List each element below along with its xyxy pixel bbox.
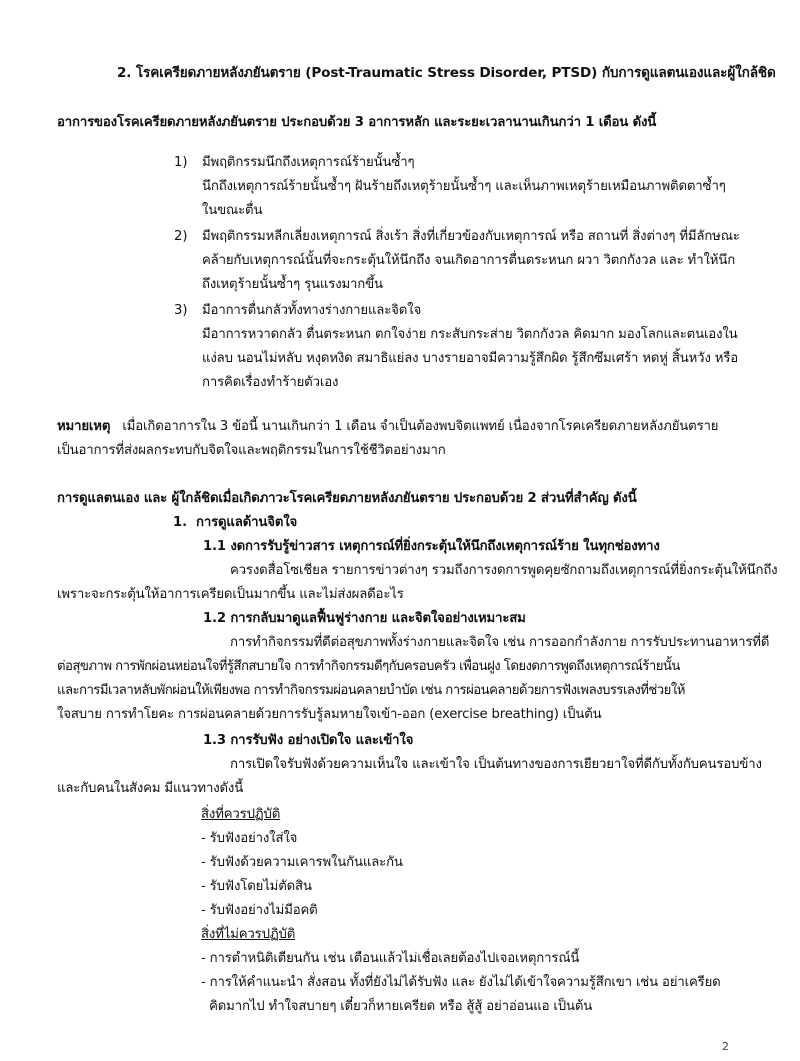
care-section-number: 1. [173,515,188,530]
note-label: หมายเหตุ [57,419,111,434]
page-number: 2 [722,1040,729,1053]
subsection-text: การเปิดใจรับฟังด้วยความเห็นใจ และเข้าใจ เป็นต้นทางของการเยียวยาใจที่ดีกับทั้งกับคนรอบข้าง [230,757,762,772]
symptom-text: ถึงเหตุร้ายนั้นซ้ำๆ รุนแรงมากขึ้น [202,277,383,292]
dos-item: - รับฟังโดยไม่ตัดสิน [201,879,312,894]
symptom-text: นึกถึงเหตุการณ์ร้ายนั้นซ้ำๆ ฝันร้ายถึงเหตุร้ายนั้นซ้ำๆ และเห็นภาพเหตุร้ายเหมือนภาพติดตาซ้ำๆ [202,179,726,194]
symptom-heading: มีพฤติกรรมนึกถึงเหตุการณ์ร้ายนั้นซ้ำๆ [202,155,415,170]
care-section-heading: การดูแลด้านจิตใจ [196,515,298,530]
symptoms-heading: อาการของโรคเครียดภายหลังภยันตราย ประกอบด้วย 3 อาการหลัก และระยะเวลานานเกินกว่า 1 เดือน ดังนี้ [57,115,657,130]
dos-item: - รับฟังอย่างไม่มีอคติ [201,903,318,918]
subsection-text: ใจสบาย การทำโยคะ การผ่อนคลายด้วยการรับรู้ลมหายใจเข้า-ออก (exercise breathing) เป็นต้น [57,707,602,722]
note-line [57,418,718,436]
symptom-text: คล้ายกับเหตุการณ์นั้นที่จะกระตุ้นให้นึกถึง จนเกิดอาการตื่นตระหนก ผวา วิตกกังวล และ ทำให้นึก [202,253,736,268]
symptom-text: มีอาการหวาดกลัว ตื่นตระหนก ตกใจง่าย กระสับกระส่าย วิตกกังวล คิดมาก มองโลกและตนเองใน [202,327,738,342]
subsection-text: และการมีเวลาหลับพักผ่อนให้เพียงพอ การทำกิจกรรมผ่อนคลายบำบัด เช่น การผ่อนคลายด้วยการฟังเพลงบรรเลงที่ช่วยให้ [57,683,685,698]
subsection-heading: 1.1 งดการรับรู้ข่าวสาร เหตุการณ์ที่ยิ่งกระตุ้นให้นึกถึงเหตุการณ์ร้าย ในทุกช่องทาง [203,539,660,554]
donts-item: คิดมากไป ทำใจสบายๆ เดี๋ยวก็หายเครียด หรือ สู้สู้ อย่าอ่อนแอ เป็นต้น [201,999,593,1014]
subsection-text: ควรงดสื่อโซเชียล รายการข่าวต่างๆ รวมถึงการงดการพูดคุยซักถามถึงเหตุการณ์ที่ยิ่งกระตุ้นให้นึกถึง [230,563,778,578]
donts-item: - การให้คำแนะนำ สั่งสอน ทั้งที่ยังไม่ได้รับฟัง และ ยังไม่ได้เข้าใจความรู้สึกเขา เช่น อย่าเครียด [201,975,721,990]
dos-item: - รับฟังอย่างใส่ใจ [201,831,298,846]
symptom-text: แง่ลบ นอนไม่หลับ หงุดหงิด สมาธิแย่ลง บางรายอาจมีความรู้สึกผิด รู้สึกซึมเศร้า หดหู่ สิ้นหวัง หรือ [202,351,739,366]
subsection-text: ต่อสุขภาพ การพักผ่อนหย่อนใจที่รู้สึกสบายใจ การทำกิจกรรมดีๆกับครอบครัว เพื่อนฝูง โดยงดการพูดถึงเหตุการณ์ร้ายนั้น [57,659,680,674]
symptom-number: 2) [174,229,188,244]
note-text-continued: เป็นอาการที่ส่งผลกระทบกับจิตใจและพฤติกรรมในการใช้ชีวิตอย่างมาก [57,443,446,458]
symptom-heading: มีอาการตื่นกลัวทั้งทางร่างกายและจิตใจ [202,303,422,318]
subsection-text: และกับคนในสังคม มีแนวทางดังนี้ [57,781,244,796]
dos-item: - รับฟังด้วยความเคารพในกันและกัน [201,855,403,870]
subsection-heading: 1.3 การรับฟัง อย่างเปิดใจ และเข้าใจ [203,733,414,748]
note-text: เมื่อเกิดอาการใน 3 ข้อนี้ นานเกินกว่า 1 เดือน จำเป็นต้องพบจิตแพทย์ เนื่องจากโรคเครียดภายหลังภยันตราย [122,419,719,434]
subsection-text: การทำกิจกรรมที่ดีต่อสุขภาพทั้งร่างกายและจิตใจ เช่น การออกกำลังกาย การรับประทานอาหารที่ดี [230,635,770,650]
symptom-number: 1) [174,155,188,170]
symptom-text: ในขณะตื่น [202,203,263,218]
donts-item: - การตำหนิติเตียนกัน เช่น เตือนแล้วไม่เชื่อเลยต้องไปเจอเหตุการณ์นี้ [201,951,580,966]
subsection-heading: 1.2 การกลับมาดูแลฟื้นฟูร่างกาย และจิตใจอย่างเหมาะสม [203,611,526,626]
dos-heading: สิ่งที่ควรปฏิบัติ [201,807,281,822]
subsection-text: เพราะจะกระตุ้นให้อาการเครียดเป็นมากขึ้น และไม่ส่งผลดีอะไร [57,587,404,602]
donts-heading: สิ่งที่ไม่ควรปฏิบัติ [201,927,296,942]
symptom-heading: มีพฤติกรรมหลีกเลี่ยงเหตุการณ์ สิ่งเร้า สิ่งที่เกี่ยวข้องกับเหตุการณ์ หรือ สถานที่ สิ่งต่างๆ ที่มีลักษณะ [202,229,740,244]
symptom-number: 3) [174,303,188,318]
care-heading: การดูแลตนเอง และ ผู้ใกล้ชิดเมื่อเกิดภาวะโรคเครียดภายหลังภยันตราย ประกอบด้วย 2 ส่วนที่สำคัญ ดังนี้ [57,491,637,506]
symptom-text: การคิดเรื่องทำร้ายตัวเอง [202,375,339,390]
section-title: 2. โรคเครียดภายหลังภยันตราย (Post-Traumatic Stress Disorder, PTSD) กับการดูแลตนเองและผู้ใกล้ชิด [117,65,776,81]
